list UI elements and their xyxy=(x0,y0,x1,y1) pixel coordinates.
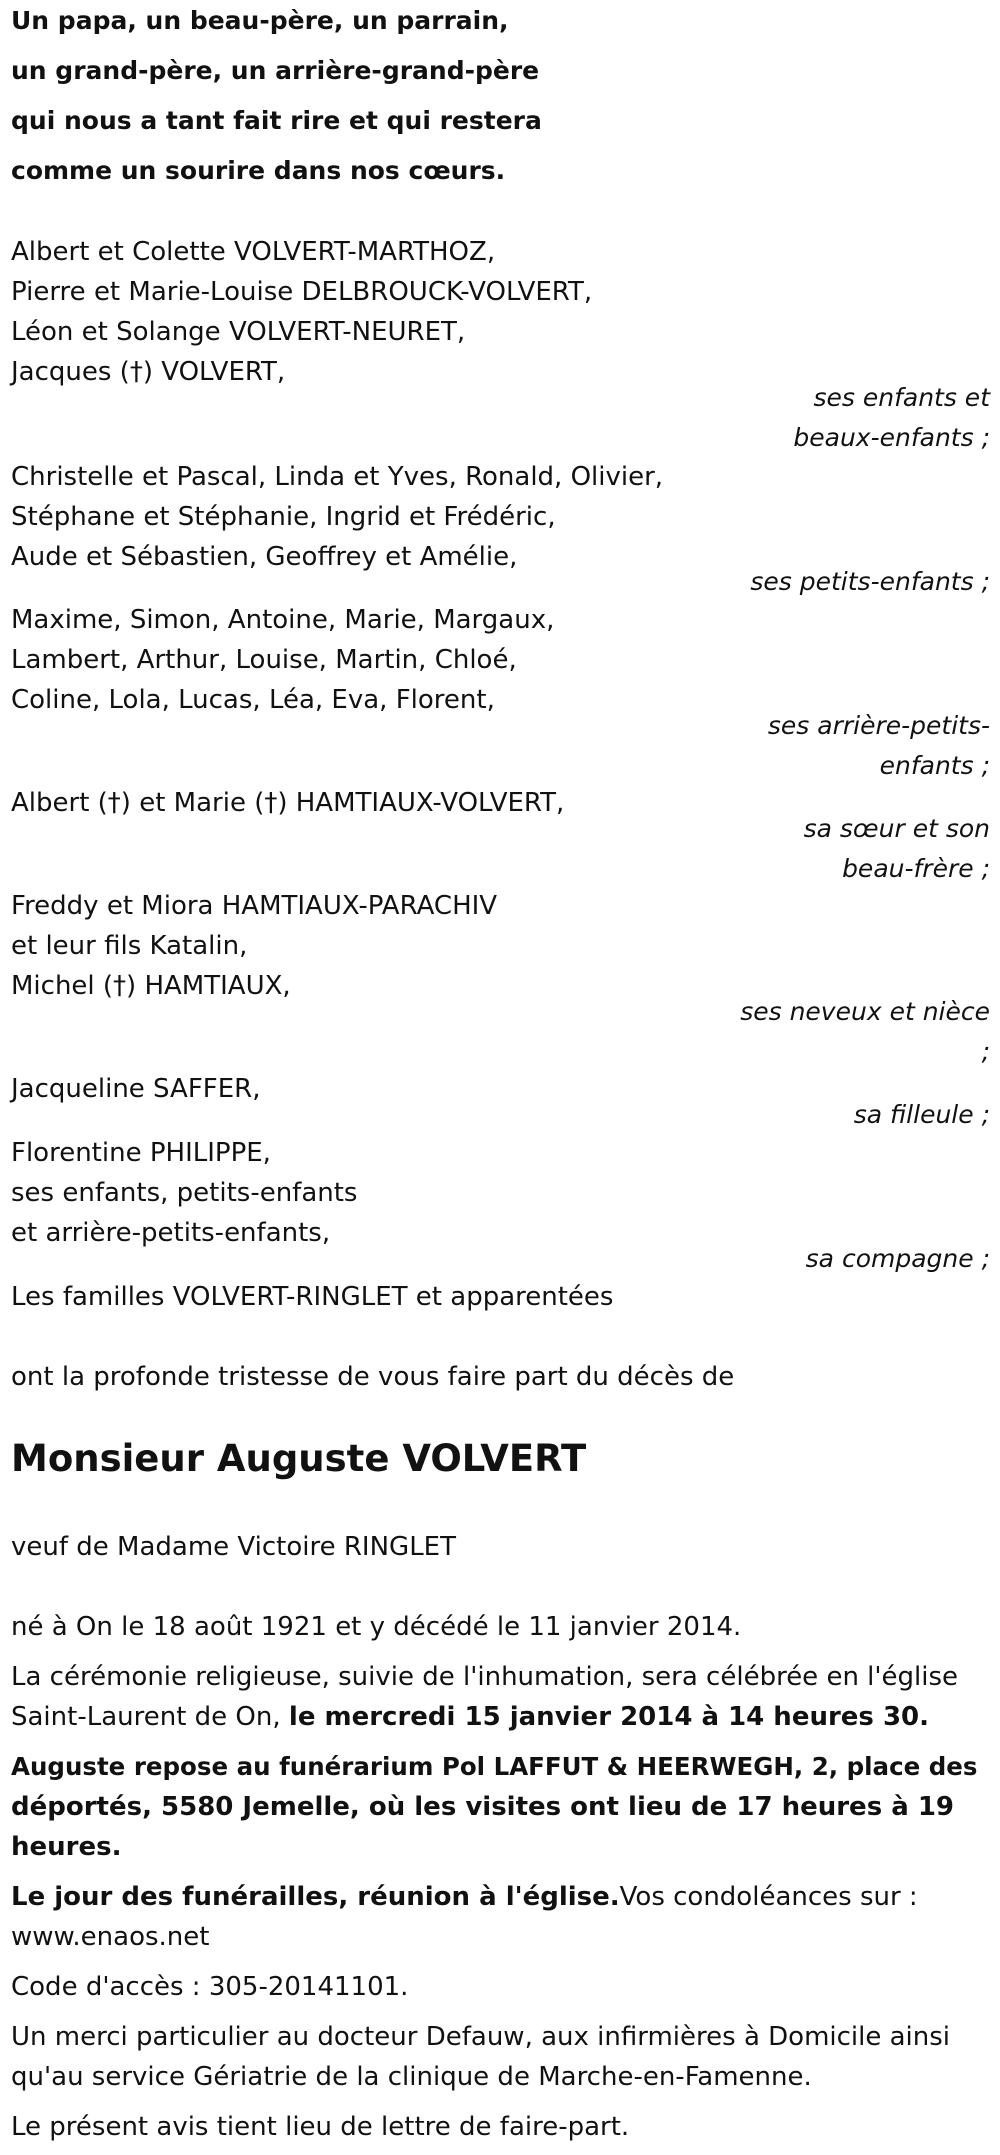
funerarium-line: heures. xyxy=(11,1832,122,1862)
access-code: Code d'accès : 305-20141101. xyxy=(11,1972,409,2002)
relation-label: beaux-enfants ; xyxy=(793,423,990,452)
intro-line: comme un sourire dans nos cœurs. xyxy=(11,156,506,185)
family-line: Pierre et Marie-Louise DELBROUCK-VOLVERT, xyxy=(11,277,593,307)
relation-label: ses enfants et xyxy=(813,383,990,412)
family-line: Lambert, Arthur, Louise, Martin, Chloé, xyxy=(11,645,517,675)
closing-line: Le présent avis tient lieu de lettre de faire-part. xyxy=(11,2112,630,2142)
intro-line: Un papa, un beau-père, un parrain, xyxy=(11,6,509,35)
relation-label: sa filleule ; xyxy=(853,1100,990,1129)
family-line: Albert (†) et Marie (†) HAMTIAUX-VOLVERT, xyxy=(11,788,565,818)
family-line: Michel (†) HAMTIAUX, xyxy=(11,971,291,1001)
relation-label: sa sœur et son xyxy=(803,814,990,843)
funerarium-line: Auguste repose au funérarium Pol LAFFUT & HEERWEGH, 2, place des xyxy=(11,1752,978,1781)
funerarium-line: déportés, 5580 Jemelle, où les visites ont lieu de 17 heures à 19 xyxy=(11,1792,954,1822)
family-line: Jacques (†) VOLVERT, xyxy=(11,357,286,387)
funeral-meeting: Le jour des funérailles, réunion à l'église. xyxy=(11,1882,620,1912)
family-line: Aude et Sébastien, Geoffrey et Amélie, xyxy=(11,542,518,572)
relation-label: sa compagne ; xyxy=(805,1244,990,1273)
thanks-line: Un merci particulier au docteur Defauw, aux infirmières à Domicile ainsi xyxy=(11,2022,951,2052)
thanks-line: qu'au service Gériatrie de la clinique de Marche-en-Famenne. xyxy=(11,2062,812,2092)
relation-label: enfants ; xyxy=(879,751,990,780)
family-line: Jacqueline SAFFER, xyxy=(11,1074,261,1104)
ceremony-datetime: le mercredi 15 janvier 2014 à 14 heures 30. xyxy=(288,1702,930,1732)
condolences-label: Vos condoléances sur : xyxy=(619,1882,918,1912)
family-line: et leur fils Katalin, xyxy=(11,931,248,961)
relation-label: ses neveux et nièce xyxy=(740,997,990,1026)
family-line: Christelle et Pascal, Linda et Yves, Ronald, Olivier, xyxy=(11,462,664,492)
family-line: Stéphane et Stéphanie, Ingrid et Frédéric, xyxy=(11,502,556,532)
family-line: Freddy et Miora HAMTIAUX-PARACHIV xyxy=(11,891,498,921)
family-line: Coline, Lola, Lucas, Léa, Eva, Florent, xyxy=(11,685,495,715)
family-line: Les familles VOLVERT-RINGLET et apparentées xyxy=(11,1282,614,1312)
relation-label: beau-frère ; xyxy=(842,854,990,883)
family-line: Florentine PHILIPPE, xyxy=(11,1138,271,1168)
intro-line: qui nous a tant fait rire et qui restera xyxy=(11,106,542,135)
family-line: et arrière-petits-enfants, xyxy=(11,1218,331,1248)
family-line: ses enfants, petits-enfants xyxy=(11,1178,358,1208)
family-line: Maxime, Simon, Antoine, Marie, Margaux, xyxy=(11,605,555,635)
announcement: ont la profonde tristesse de vous faire part du décès de xyxy=(11,1362,735,1392)
birth-death-line: né à On le 18 août 1921 et y décédé le 11 janvier 2014. xyxy=(11,1612,742,1642)
intro-line: un grand-père, un arrière-grand-père xyxy=(11,56,540,85)
family-line: Léon et Solange VOLVERT-NEURET, xyxy=(11,317,466,347)
ceremony-place: Saint-Laurent de On, xyxy=(11,1702,289,1732)
relation-label: ses petits-enfants ; xyxy=(750,567,990,596)
family-line: Albert et Colette VOLVERT-MARTHOZ, xyxy=(11,237,496,267)
widower-line: veuf de Madame Victoire RINGLET xyxy=(11,1532,456,1562)
relation-label: ; xyxy=(981,1037,990,1066)
condolences-website[interactable]: www.enaos.net xyxy=(11,1922,210,1952)
funeral-line xyxy=(11,1882,918,1912)
ceremony-line: La cérémonie religieuse, suivie de l'inhumation, sera célébrée en l'église xyxy=(11,1662,959,1692)
relation-label: ses arrière-petits- xyxy=(767,711,990,740)
deceased-name: Monsieur Auguste VOLVERT xyxy=(11,1437,587,1480)
ceremony-line xyxy=(11,1702,929,1732)
